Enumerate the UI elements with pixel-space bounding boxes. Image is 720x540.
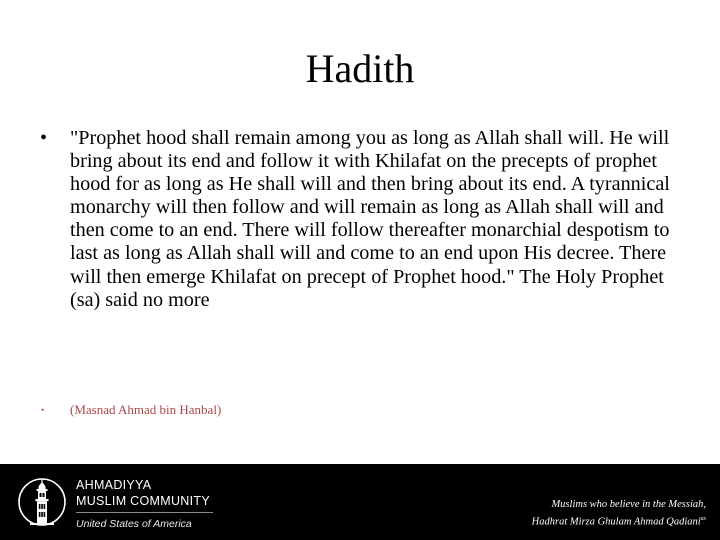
org-name — [76, 477, 226, 531]
bullet-icon: • — [41, 405, 45, 415]
org-country: United States of America — [76, 518, 192, 530]
org-name-line2: MUSLIM COMMUNITY — [76, 494, 210, 508]
footer-tagline — [386, 498, 706, 530]
footer-bar — [0, 464, 720, 540]
source-bullet — [40, 402, 680, 418]
tagline-line2-text: Hadhrat Mirza Ghulam Ahmad Qadiani — [531, 516, 701, 528]
source-citation: (Masnad Ahmad bin Hanbal) — [70, 402, 222, 417]
tagline-honorific: as — [700, 516, 706, 522]
slide-title: Hadith — [305, 46, 415, 91]
tagline-line2 — [386, 512, 706, 530]
minaret-logo-icon — [18, 472, 66, 532]
hadith-text: "Prophet hood shall remain among you as long as Allah shall will. He will bring about its end and follow it with Khilafat on the precepts of prophet hood for as long as He shall will and then bring about its end. A tyrannical monarchy will then follow and will remain as long as Allah shall will and then come to an end. There will follow thereafter monarchial despotism to last as long as Allah shall will and come to an end upon His decree. There will then emerge Khilafat on precept of Prophet hood." The Holy Prophet (sa) said no more — [70, 127, 670, 311]
bullet-icon: • — [40, 127, 48, 149]
org-divider — [76, 512, 213, 513]
tagline-line1: Muslims who believe in the Messiah, — [551, 499, 706, 510]
org-name-line1: AHMADIYYA — [76, 478, 152, 492]
